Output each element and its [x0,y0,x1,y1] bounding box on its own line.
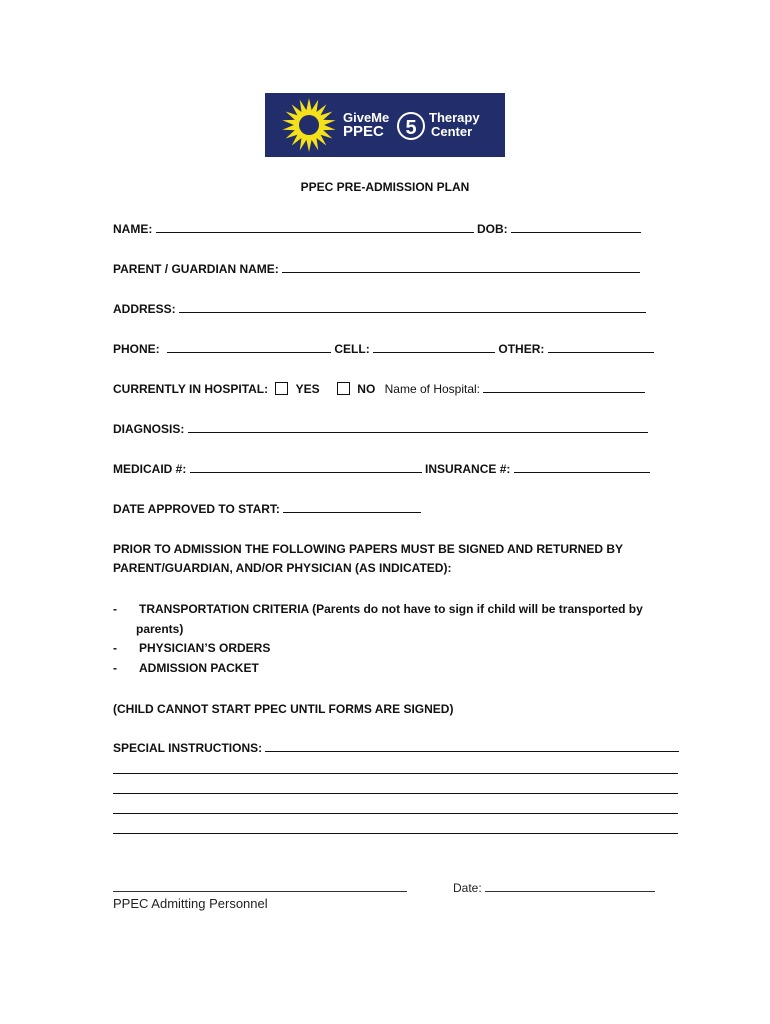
prior-line-2: PARENT/GUARDIAN, AND/OR PHYSICIAN (AS INDICATED): [113,561,452,575]
other-field[interactable] [548,341,654,353]
hospital-name-field[interactable] [483,381,645,393]
other-label: OTHER: [498,342,545,356]
phone-label: PHONE: [113,342,160,356]
list-item-transportation-cont: parents) [136,622,184,636]
hospital-name-label: Name of Hospital: [384,382,481,396]
medicaid-field[interactable] [190,461,422,473]
page-title: PPEC PRE-ADMISSION PLAN [300,180,470,194]
guardian-label: PARENT / GUARDIAN NAME: [113,262,279,276]
logo-text-giveme: GiveMe [343,110,390,125]
footer-date-row [453,880,655,895]
sun-icon [279,97,339,153]
name-label: NAME: [113,222,153,236]
special-field[interactable] [265,740,679,752]
list-item-dash-2: - [113,641,117,655]
special-row [113,740,679,756]
dob-label: DOB: [477,222,508,236]
medicaid-label: MEDICAID #: [113,462,187,476]
medicaid-row [113,461,650,477]
insurance-label: INSURANCE #: [425,462,511,476]
date-approved-field[interactable] [283,501,421,513]
diagnosis-label: DIAGNOSIS: [113,422,185,436]
yes-label: YES [295,382,320,396]
special-line-5[interactable] [113,833,678,834]
personnel-label: PPEC Admitting Personnel [113,896,268,911]
list-item-transportation: TRANSPORTATION CRITERIA (Parents do not have to sign if child will be transported by [139,602,643,616]
phone-field[interactable] [167,341,331,353]
cell-field[interactable] [373,341,495,353]
logo [265,93,505,157]
logo-text-ppec: PPEC [343,123,384,140]
list-item-dash-1: - [113,602,117,616]
special-line-2[interactable] [113,773,678,774]
guardian-field[interactable] [282,261,640,273]
forms-note: (CHILD CANNOT START PPEC UNTIL FORMS ARE SIGNED) [113,702,454,716]
special-line-3[interactable] [113,793,678,794]
phone-row [113,341,654,357]
date-approved-row [113,501,421,517]
address-field[interactable] [179,301,646,313]
logo-text-center: Center [431,124,473,139]
special-line-4[interactable] [113,813,678,814]
special-label: SPECIAL INSTRUCTIONS: [113,741,263,755]
no-label: NO [357,382,376,396]
list-item-admission-packet: ADMISSION PACKET [139,661,259,675]
name-field[interactable] [156,221,474,233]
name-row [113,221,641,237]
list-item-physician-orders: PHYSICIAN’S ORDERS [139,641,271,655]
hospital-row [113,381,645,397]
diagnosis-field[interactable] [188,421,648,433]
insurance-field[interactable] [514,461,650,473]
signature-line[interactable] [113,891,407,892]
dob-field[interactable] [511,221,641,233]
footer-date-label: Date: [453,881,482,895]
cell-label: CELL: [334,342,370,356]
logo-five: 5 [397,112,425,140]
yes-checkbox[interactable] [275,382,288,395]
address-label: ADDRESS: [113,302,176,316]
date-approved-label: DATE APPROVED TO START: [113,502,280,516]
no-checkbox[interactable] [337,382,350,395]
footer-date-field[interactable] [485,880,655,892]
logo-text-therapy: Therapy [429,110,480,125]
address-row [113,301,646,317]
list-item-dash-3: - [113,661,117,675]
guardian-row [113,261,640,277]
diagnosis-row [113,421,648,437]
prior-line-1: PRIOR TO ADMISSION THE FOLLOWING PAPERS MUST BE SIGNED AND RETURNED BY [113,542,624,556]
hospital-label: CURRENTLY IN HOSPITAL: [113,382,269,396]
